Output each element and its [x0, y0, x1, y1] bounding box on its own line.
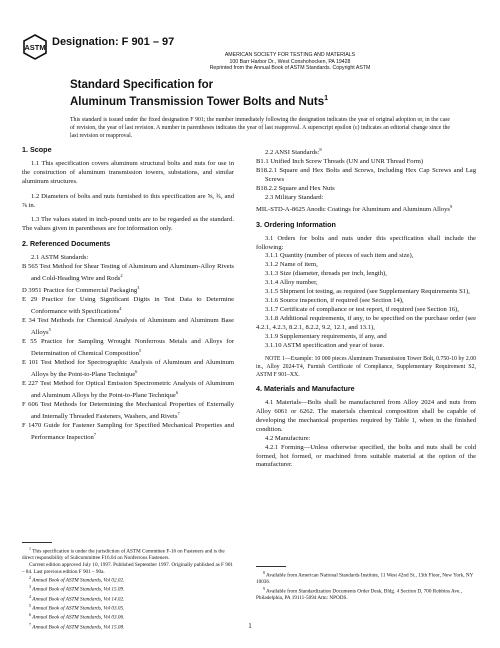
designation: Designation: F 901 – 97: [52, 36, 175, 48]
order-item: 3.1.8 Additional requirements, if any, to be specified on the purchase order (see 4.2.1, 4.2.3, 8.2.1, 8.2.2, 9.2, 12.1, and 13.1),: [256, 314, 476, 331]
mil-item: MIL-STD-A-8625 Anodic Coatings for Aluminum and Aluminum Alloys$^9$: [256, 203, 453, 213]
order-item: 3.1.10 ASTM specification and year of issue.: [265, 341, 385, 349]
ansi-item: B1.1 Unified Inch Screw Threads (UN and UNR Thread Form): [256, 158, 424, 166]
svg-text:ASTM: ASTM: [24, 43, 46, 52]
paragraph-4-1: 4.1 Materials—Bolts shall be manufactured from Alloy 2024 and nuts from Alloy 6061 or 6262. The materials chemical composition shall be capable of developing the mechanical properties required by Table 1, when in the finished condition.: [256, 399, 476, 433]
paragraph-2-2: 2.2 ANSI Standards:$^8$: [265, 147, 322, 157]
paragraph-4-2: 4.2 Manufacture:: [265, 434, 311, 442]
publisher-line: Reprinted from the Annual Book of ASTM Standards. Copyright ASTM: [209, 65, 371, 71]
astm-logo-icon: [22, 34, 48, 60]
paragraph-4-2-1: 4.2.1 Forming—Unless otherwise specified, the bolts and nuts shall be cold formed, hot formed, or machined from suitable material at the option of the manufacturer.: [256, 443, 476, 469]
paragraph-2-3: 2.3 Military Standard:: [265, 193, 324, 201]
reference-item: E 29 Practice for Using Significant Digits in Test Data to Determine Conformance with Specifications$^4$: [22, 296, 234, 316]
paragraph-2-1: 2.1 ASTM Standards:: [31, 254, 89, 262]
footnote: $^1$ This specification is under the jurisdiction of ASTM Committee F-16 on Fasteners and is the direct responsibility of Subcommittee F16.04 on Nonferrous Fasteners.: [22, 546, 225, 562]
footnote: $^2$ Annual Book of ASTM Standards, Vol 02.02.: [29, 575, 125, 584]
left-footnotes: [22, 546, 234, 631]
reference-item: D 3951 Practice for Commercial Packaging$^3$: [22, 285, 140, 295]
footnote-rule: [22, 542, 52, 543]
order-item: 3.1.6 Source inspection, if required (see Section 14),: [265, 296, 404, 304]
order-item: 3.1.9 Supplementary requirements, if any, and: [265, 332, 387, 340]
reference-item: F 1470 Guide for Fastener Sampling for Specified Mechanical Properties and Performance Inspection$^7$: [22, 422, 234, 442]
title-line-2: Aluminum Transmission Tower Bolts and Nuts$^1$: [70, 95, 329, 108]
paragraph-3-1: 3.1 Orders for bolts and nuts under this specification shall include the following:: [256, 234, 476, 251]
footnote: $^6$ Annual Book of ASTM Standards, Vol 03.06.: [29, 612, 125, 622]
publisher-line: AMERICAN SOCIETY FOR TESTING AND MATERIALS: [224, 52, 356, 58]
left-column: [22, 146, 234, 443]
page-number: 1: [248, 622, 252, 630]
note-1: NOTE 1—Example: 10 000 pieces Aluminum Transmission Tower Bolt, 0.750-10 by 2.00 in., Alloy 2024-T4, Furnish Certificate of Compliance, Supplementary Requirement S2, ASTM F 901–XX.: [256, 356, 476, 378]
section-heading-materials: 4. Materials and Manufacture: [256, 384, 355, 394]
reference-item: F 606 Test Methods for Determining the Mechanical Properties of Externally and Internally Threaded Fasteners, Washers, and Rivets$^7$: [22, 401, 234, 421]
footnote-rule: [256, 566, 286, 567]
paragraph-1-3: 1.3 The values stated in inch-pound units are to be regarded as the standard. The values given in parentheses are for information only.: [22, 216, 234, 233]
paragraph-1-1: 1.1 This specification covers aluminum structural bolts and nuts for use in the construction of aluminum transmission towers, substations, and similar aluminum structures.: [22, 159, 234, 185]
section-heading-references: 2. Referenced Documents: [22, 239, 111, 249]
order-item: 3.1.1 Quantity (number of pieces of each item and size),: [265, 252, 414, 260]
order-item: 3.1.2 Name of item,: [265, 261, 318, 269]
standard-notice: This standard is issued under the fixed designation F 901; the number immediately following the designation indicates the year of original adoption or, in the case of revision, the year of last revision. A number in parentheses indicates the year of last reapproval. A superscript epsilon (ε) indicates an editorial change since the last revision or reapproval.: [70, 117, 450, 139]
order-item: 3.1.5 Shipment lot testing, as required (see Supplementary Requirements S1),: [265, 288, 470, 296]
footnote: $^9$ Available from Standardization Documents Order Desk, Bldg. 4 Section D, 700 Robbins Ave., Philadelphia, PA 19111-5094 Attn: NPODS.: [256, 585, 462, 602]
footnote: $^8$ Available from American National Standards Institute, 11 West 42nd St., 13th Floor, New York, NY 10036.: [256, 570, 474, 586]
footnote: $^4$ Annual Book of ASTM Standards, Vol 14.02.: [29, 593, 125, 603]
footnote: $^3$ Annual Book of ASTM Standards, Vol 15.09.: [29, 584, 125, 594]
right-column: [256, 146, 476, 470]
reference-item: E 227 Test Method for Optical Emission Spectrometric Analysis of Aluminum and Aluminum Alloys by the Point-to-Plane Technique$^6$: [22, 380, 234, 400]
order-item: 3.1.7 Certificate of compliance or test report, if required (see Section 16),: [265, 305, 459, 313]
publisher-block: [175, 52, 405, 72]
order-item: 3.1.3 Size (diameter, threads per inch, length),: [265, 270, 387, 278]
footnote: $^7$ Annual Book of ASTM Standards, Vol 15.08.: [29, 621, 125, 631]
reference-item: E 34 Test Methods for Chemical Analysis of Aluminum and Aluminum Base Alloys$^5$: [22, 317, 234, 337]
order-item: 3.1.4 Alloy number,: [265, 279, 318, 287]
footnote: $^5$ Annual Book of ASTM Standards, Vol 03.05.: [29, 603, 125, 612]
right-footnotes: [256, 570, 476, 602]
section-heading-scope: 1. Scope: [22, 145, 52, 154]
document-title: [70, 78, 328, 109]
publisher-line: 100 Barr Harbor Dr., West Conshohocken, PA 19428: [229, 58, 351, 65]
reference-item: B 565 Test Method for Shear Testing of Aluminum and Aluminum-Alloy Rivets and Cold-Heading Wire and Rods$^2$: [22, 263, 234, 283]
reference-item: E 55 Practice for Sampling Wrought Nonferrous Metals and Alloys for Determination of Chemical Composition$^5$: [22, 338, 234, 358]
ansi-item: B18.2.1 Square and Hex Bolts and Screws, Including Hex Cap Screws and Lag Screws: [256, 167, 476, 183]
footnote: Current edition approved July 10, 1997. Published September 1997. Originally published as F 901 – 84. Last previous edition F 901 – 90a.: [22, 561, 234, 575]
title-line-1: Standard Specification for: [70, 79, 214, 91]
reference-item: E 101 Test Method for Spectrographic Analysis of Aluminum and Aluminum Alloys by the Point-to-Plane Technique$^6$: [22, 359, 234, 379]
ansi-item: B18.2.2 Square and Hex Nuts: [256, 184, 335, 192]
section-heading-ordering: 3. Ordering Information: [256, 219, 336, 229]
paragraph-1-2: 1.2 Diameters of bolts and nuts furnished to this specification are ⅝, ¾, and ⅞ in.: [22, 192, 234, 209]
